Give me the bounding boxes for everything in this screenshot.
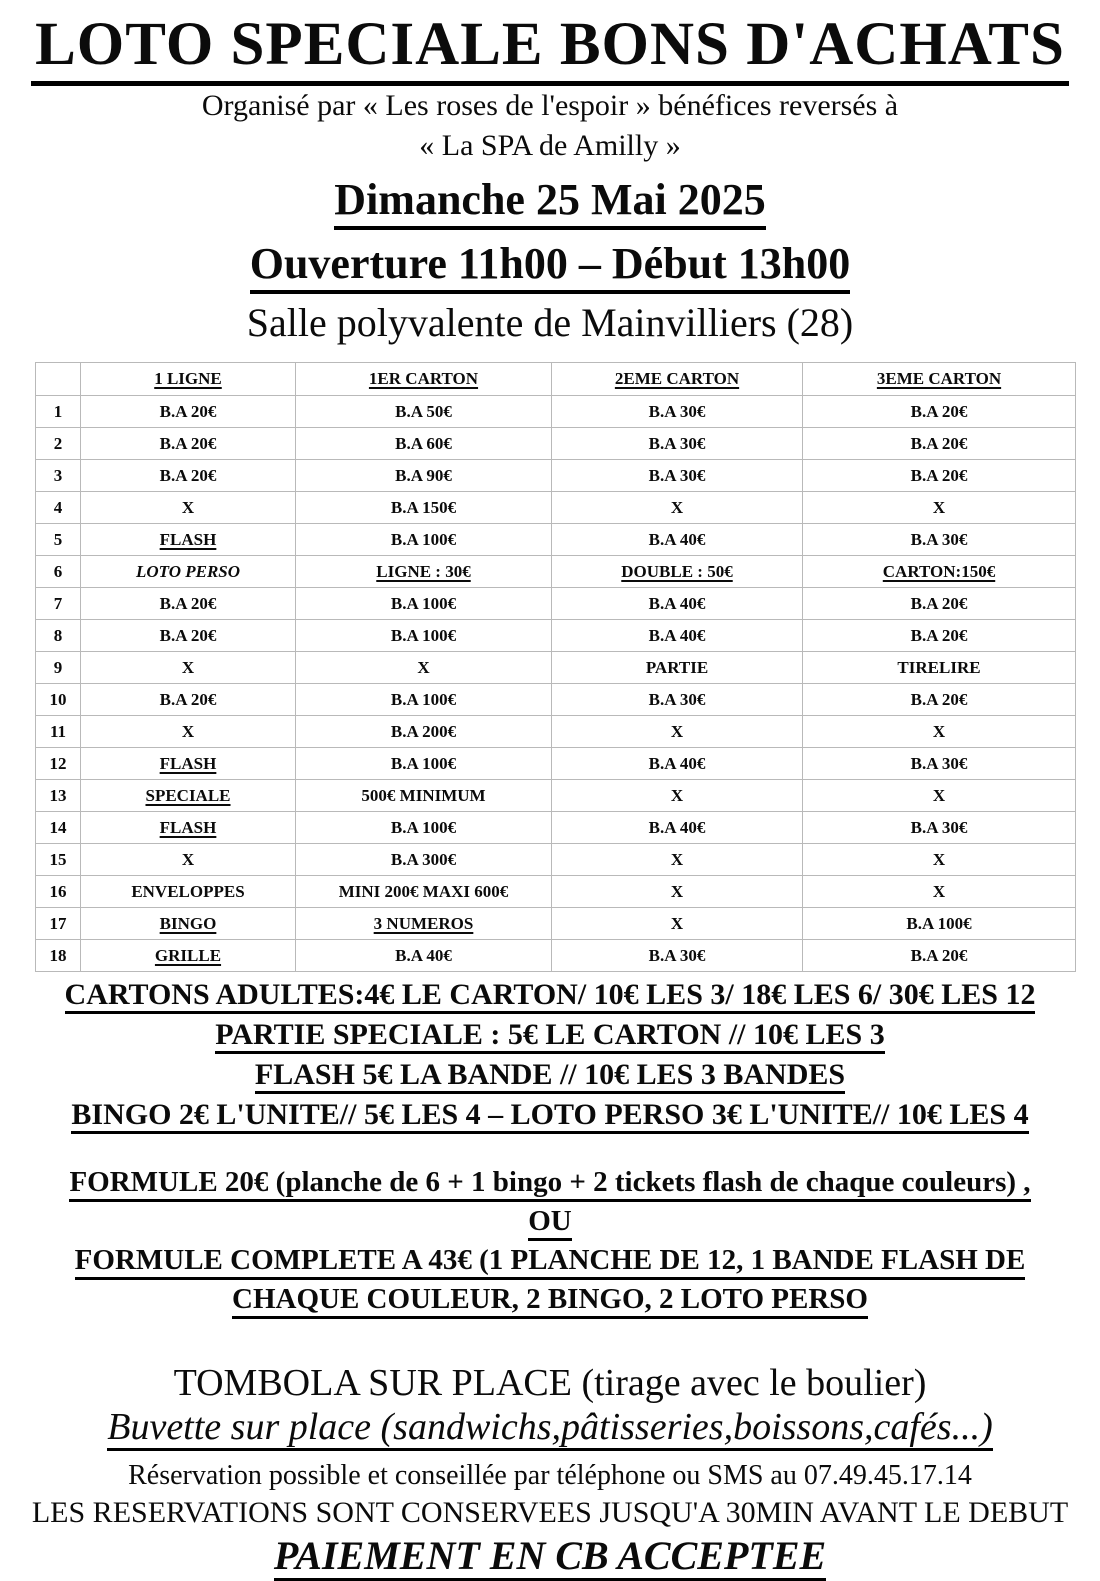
table-cell: B.A 100€ bbox=[296, 588, 552, 620]
table-row bbox=[36, 748, 1076, 780]
table-row bbox=[36, 780, 1076, 812]
table-cell: PARTIE bbox=[552, 652, 803, 684]
column-header: 3EME CARTON bbox=[803, 363, 1076, 396]
table-row bbox=[36, 492, 1076, 524]
table-cell: FLASH bbox=[81, 524, 296, 556]
row-number: 12 bbox=[36, 748, 81, 780]
table-cell: B.A 100€ bbox=[296, 684, 552, 716]
pricing-line-cartons: CARTONS ADULTES:4€ LE CARTON/ 10€ LES 3/ 18€ LES 6/ 30€ LES 12 bbox=[65, 978, 1036, 1014]
reservation-line: Réservation possible et conseillée par téléphone ou SMS au 07.49.45.17.14 bbox=[128, 1460, 972, 1491]
table-row bbox=[36, 876, 1076, 908]
table-row bbox=[36, 940, 1076, 972]
row-number: 1 bbox=[36, 396, 81, 428]
formule-complete-line2: CHAQUE COULEUR, 2 BINGO, 2 LOTO PERSO bbox=[232, 1283, 868, 1319]
table-row bbox=[36, 620, 1076, 652]
table-cell: B.A 40€ bbox=[552, 748, 803, 780]
column-header: 1 LIGNE bbox=[81, 363, 296, 396]
table-cell: B.A 20€ bbox=[803, 620, 1076, 652]
table-cell: TIRELIRE bbox=[803, 652, 1076, 684]
row-number: 3 bbox=[36, 460, 81, 492]
table-cell: B.A 40€ bbox=[296, 940, 552, 972]
table-cell: B.A 60€ bbox=[296, 428, 552, 460]
table-row bbox=[36, 812, 1076, 844]
buvette-line-wrap bbox=[0, 1406, 1100, 1458]
table-cell: B.A 30€ bbox=[552, 684, 803, 716]
table-row bbox=[36, 652, 1076, 684]
table-cell: B.A 30€ bbox=[552, 396, 803, 428]
table-cell: B.A 30€ bbox=[552, 940, 803, 972]
table-cell: B.A 100€ bbox=[296, 620, 552, 652]
table-row bbox=[36, 396, 1076, 428]
table-cell: SPECIALE bbox=[81, 780, 296, 812]
pricing-line-bingo: BINGO 2€ L'UNITE// 5€ LES 4 – LOTO PERSO 3€ L'UNITE// 10€ LES 4 bbox=[71, 1098, 1028, 1134]
table-row bbox=[36, 428, 1076, 460]
table-cell: B.A 20€ bbox=[803, 684, 1076, 716]
table-row bbox=[36, 716, 1076, 748]
table-cell: X bbox=[803, 492, 1076, 524]
pricing-line-partie-speciale-wrap bbox=[0, 1018, 1100, 1058]
formule-ou: OU bbox=[528, 1205, 572, 1241]
event-hours-line bbox=[0, 240, 1100, 294]
row-number: 4 bbox=[36, 492, 81, 524]
venue: Salle polyvalente de Mainvilliers (28) bbox=[246, 300, 854, 345]
pricing-line-flash-wrap bbox=[0, 1058, 1100, 1098]
table-cell: B.A 300€ bbox=[296, 844, 552, 876]
event-hours: Ouverture 11h00 – Début 13h00 bbox=[250, 240, 851, 294]
row-number: 18 bbox=[36, 940, 81, 972]
table-cell: B.A 100€ bbox=[296, 524, 552, 556]
table-row bbox=[36, 556, 1076, 588]
table-cell: B.A 100€ bbox=[296, 812, 552, 844]
table-cell: B.A 90€ bbox=[296, 460, 552, 492]
column-header: 1ER CARTON bbox=[296, 363, 552, 396]
row-number: 16 bbox=[36, 876, 81, 908]
reservation-note: LES RESERVATIONS SONT CONSERVEES JUSQU'A 30MIN AVANT LE DEBUT bbox=[31, 1496, 1069, 1529]
organizer-line-1: Organisé par « Les roses de l'espoir » bénéfices reversés à bbox=[201, 89, 899, 122]
table-cell: B.A 20€ bbox=[81, 684, 296, 716]
table-cell: X bbox=[803, 876, 1076, 908]
table-row bbox=[36, 588, 1076, 620]
table-cell: B.A 40€ bbox=[552, 812, 803, 844]
table-cell: B.A 100€ bbox=[803, 908, 1076, 940]
table-cell: B.A 20€ bbox=[803, 460, 1076, 492]
table-cell: BINGO bbox=[81, 908, 296, 940]
table-row bbox=[36, 460, 1076, 492]
table-row bbox=[36, 844, 1076, 876]
formule-20: FORMULE 20€ (planche de 6 + 1 bingo + 2 tickets flash de chaque couleurs) , bbox=[69, 1166, 1030, 1202]
prize-table bbox=[35, 362, 1076, 972]
table-cell: X bbox=[803, 844, 1076, 876]
header bbox=[0, 11, 1100, 86]
table-cell: B.A 20€ bbox=[81, 460, 296, 492]
table-cell: B.A 30€ bbox=[552, 428, 803, 460]
table-cell: X bbox=[552, 908, 803, 940]
formules-section bbox=[0, 1166, 1100, 1322]
corner-cell bbox=[36, 363, 81, 396]
formule-complete-line1: FORMULE COMPLETE A 43€ (1 PLANCHE DE 12, 1 BANDE FLASH DE bbox=[75, 1244, 1026, 1280]
prize-table-header-row bbox=[36, 363, 1076, 396]
table-cell: DOUBLE : 50€ bbox=[552, 556, 803, 588]
table-cell: X bbox=[81, 492, 296, 524]
table-row bbox=[36, 908, 1076, 940]
table-cell: B.A 150€ bbox=[296, 492, 552, 524]
column-header: 2EME CARTON bbox=[552, 363, 803, 396]
table-cell: B.A 20€ bbox=[803, 428, 1076, 460]
table-cell: B.A 30€ bbox=[552, 460, 803, 492]
table-cell: B.A 40€ bbox=[552, 588, 803, 620]
table-cell: B.A 20€ bbox=[81, 588, 296, 620]
formule-complete-line1-wrap bbox=[0, 1244, 1100, 1283]
event-date: Dimanche 25 Mai 2025 bbox=[334, 176, 765, 230]
row-number: 14 bbox=[36, 812, 81, 844]
row-number: 11 bbox=[36, 716, 81, 748]
table-cell: X bbox=[552, 716, 803, 748]
row-number: 2 bbox=[36, 428, 81, 460]
table-cell: X bbox=[552, 492, 803, 524]
table-cell: B.A 20€ bbox=[81, 428, 296, 460]
table-cell: X bbox=[803, 716, 1076, 748]
table-cell: FLASH bbox=[81, 748, 296, 780]
flyer-page bbox=[0, 11, 1100, 1581]
pricing-section bbox=[0, 978, 1100, 1138]
table-cell: X bbox=[552, 876, 803, 908]
table-cell: B.A 30€ bbox=[803, 524, 1076, 556]
pricing-line-cartons-wrap bbox=[0, 978, 1100, 1018]
table-cell: B.A 30€ bbox=[803, 812, 1076, 844]
table-cell: X bbox=[81, 844, 296, 876]
tombola-line: TOMBOLA SUR PLACE (tirage avec le boulier) bbox=[173, 1362, 927, 1404]
table-cell: B.A 20€ bbox=[803, 588, 1076, 620]
table-cell: X bbox=[81, 652, 296, 684]
pricing-line-bingo-wrap bbox=[0, 1098, 1100, 1138]
table-cell: B.A 200€ bbox=[296, 716, 552, 748]
row-number: 17 bbox=[36, 908, 81, 940]
table-cell: B.A 20€ bbox=[81, 620, 296, 652]
table-row bbox=[36, 684, 1076, 716]
table-cell: B.A 40€ bbox=[552, 524, 803, 556]
formule-ou-wrap bbox=[0, 1205, 1100, 1244]
formule-20-wrap bbox=[0, 1166, 1100, 1205]
table-cell: B.A 30€ bbox=[803, 748, 1076, 780]
table-cell: MINI 200€ MAXI 600€ bbox=[296, 876, 552, 908]
payment-line: PAIEMENT EN CB ACCEPTEE bbox=[274, 1534, 826, 1581]
row-number: 8 bbox=[36, 620, 81, 652]
row-number: 10 bbox=[36, 684, 81, 716]
table-cell: B.A 20€ bbox=[803, 396, 1076, 428]
formule-complete-line2-wrap bbox=[0, 1283, 1100, 1322]
table-cell: GRILLE bbox=[81, 940, 296, 972]
table-cell: LOTO PERSO bbox=[81, 556, 296, 588]
table-cell: X bbox=[803, 780, 1076, 812]
table-cell: B.A 40€ bbox=[552, 620, 803, 652]
row-number: 9 bbox=[36, 652, 81, 684]
table-cell: B.A 20€ bbox=[803, 940, 1076, 972]
table-cell: 500€ MINIMUM bbox=[296, 780, 552, 812]
table-cell: 3 NUMEROS bbox=[296, 908, 552, 940]
table-cell: B.A 50€ bbox=[296, 396, 552, 428]
table-row bbox=[36, 524, 1076, 556]
buvette-line: Buvette sur place (sandwichs,pâtisseries,boissons,cafés...) bbox=[107, 1406, 993, 1451]
page-title: LOTO SPECIALE BONS D'ACHATS bbox=[31, 14, 1069, 86]
pricing-line-partie-speciale: PARTIE SPECIALE : 5€ LE CARTON // 10€ LES 3 bbox=[215, 1018, 884, 1054]
row-number: 5 bbox=[36, 524, 81, 556]
table-cell: ENVELOPPES bbox=[81, 876, 296, 908]
payment-line-wrap bbox=[0, 1534, 1100, 1581]
row-number: 13 bbox=[36, 780, 81, 812]
table-cell: X bbox=[81, 716, 296, 748]
organizer-line-2: « La SPA de Amilly » bbox=[419, 129, 681, 162]
table-cell: X bbox=[296, 652, 552, 684]
row-number: 7 bbox=[36, 588, 81, 620]
table-cell: FLASH bbox=[81, 812, 296, 844]
row-number: 6 bbox=[36, 556, 81, 588]
table-cell: LIGNE : 30€ bbox=[296, 556, 552, 588]
row-number: 15 bbox=[36, 844, 81, 876]
event-date-line bbox=[0, 176, 1100, 230]
table-cell: X bbox=[552, 844, 803, 876]
pricing-line-flash: FLASH 5€ LA BANDE // 10€ LES 3 BANDES bbox=[255, 1058, 845, 1094]
table-cell: CARTON:150€ bbox=[803, 556, 1076, 588]
table-cell: X bbox=[552, 780, 803, 812]
table-cell: B.A 100€ bbox=[296, 748, 552, 780]
table-cell: B.A 20€ bbox=[81, 396, 296, 428]
